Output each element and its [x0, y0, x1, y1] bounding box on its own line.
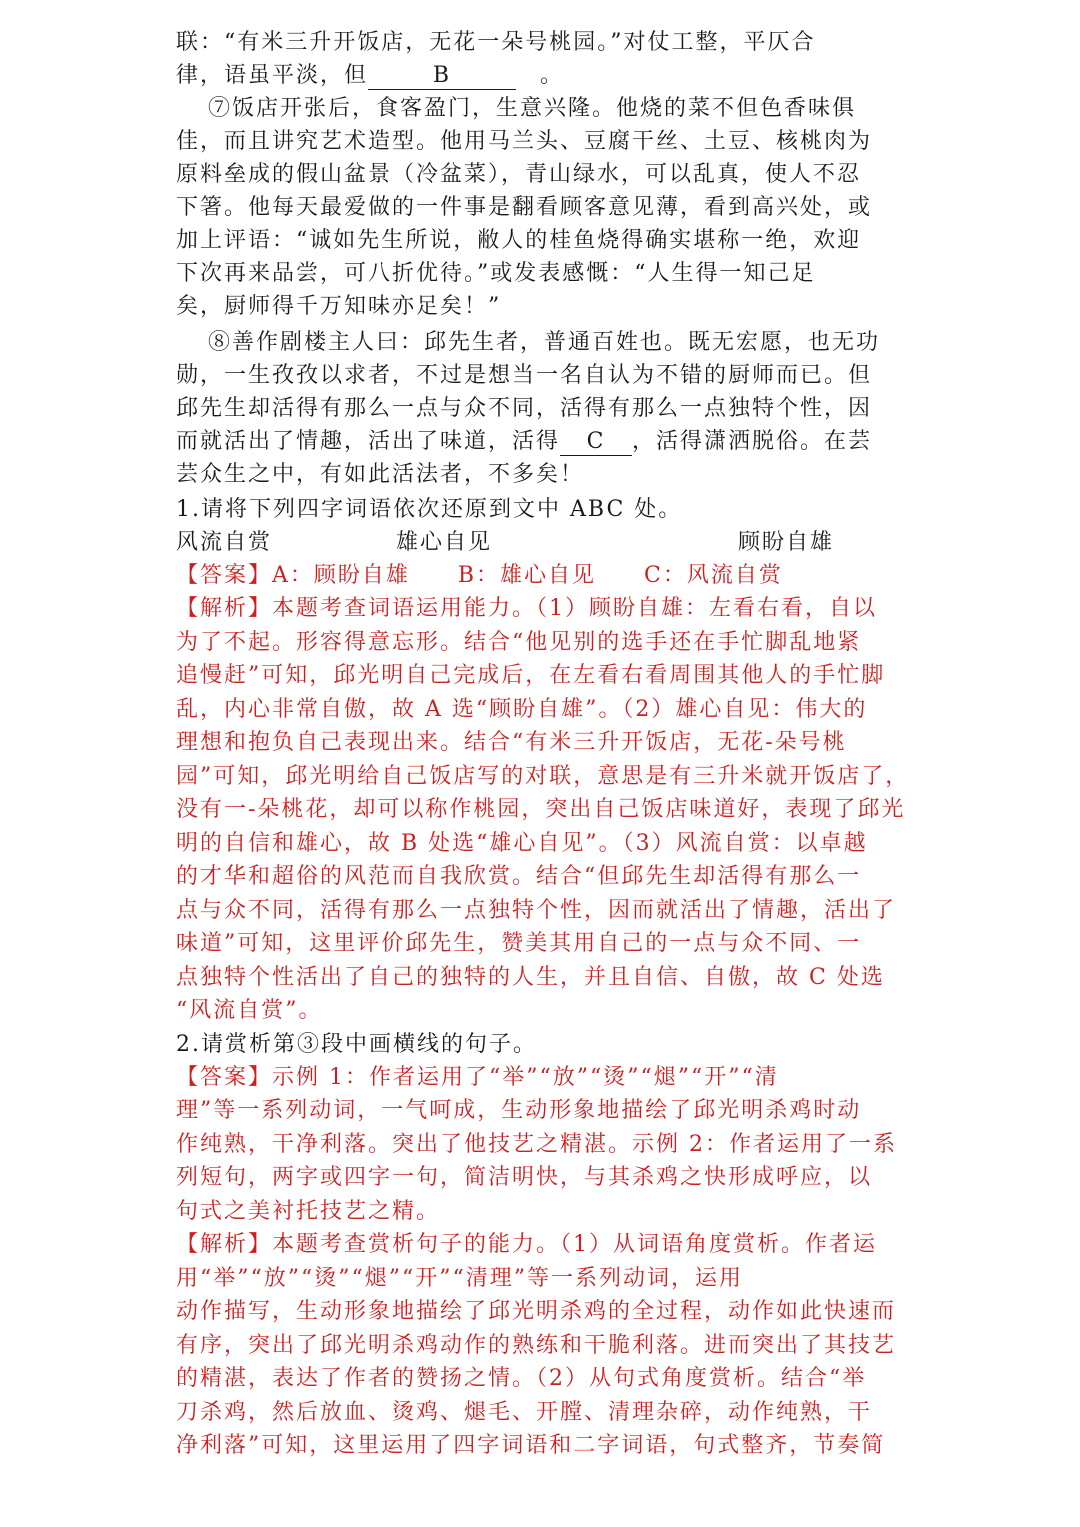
analysis-1-line: 味道”可知，这里评价邱先生，赞美其用自己的一点与众不同、一	[176, 931, 862, 956]
text-segment: ，活得潇洒脱俗。在芸	[632, 429, 873, 454]
text-segment: 而就活出了情趣，活出了味道，活得	[176, 429, 561, 454]
answer-2-line: 作纯熟，干净利落。突出了他技艺之精湛。示例 2：作者运用了一系	[176, 1132, 897, 1157]
answer-2-line: 理”等一系列动词，一气呵成，生动形象地描绘了邱光明杀鸡时动	[176, 1098, 862, 1123]
text-line: 原料垒成的假山盆景（冷盆菜），青山绿水，可以乱真，使人不忍	[176, 162, 862, 187]
analysis-1-line: 明的自信和雄心，故 B 处选“雄心自见”。（3）风流自赏：以卓越	[176, 831, 868, 856]
analysis-1-line: 追慢赶”可知，邱光明自己完成后，在左看右看周围其他人的手忙脚	[176, 663, 886, 688]
text-line: 下箸。他每天最爱做的一件事是翻看顾客意见薄，看到高兴处，或	[176, 195, 873, 220]
text-line: 邱先生却活得有那么一点与众不同，活得有那么一点独特个性，因	[176, 396, 873, 421]
question-2: 2.请赏析第③段中画横线的句子。	[176, 1032, 537, 1057]
text-line: 佳，而且讲究艺术造型。他用马兰头、豆腐干丝、土豆、核桃肉为	[176, 129, 873, 154]
text-line: 加上评语：“诚如先生所说，敝人的桂鱼烧得确实堪称一绝，欢迎	[176, 228, 862, 253]
analysis-2-line: 的精湛，表达了作者的赞扬之情。（2）从句式角度赏析。结合“举	[176, 1366, 867, 1391]
text-line-with-blank-b	[176, 59, 564, 92]
analysis-2-line: 用“举”“放”“烫”“煺”“开”“清理”等一系列动词，运用	[176, 1266, 743, 1291]
answer-2-line: 句式之美衬托技艺之精。	[176, 1199, 441, 1224]
analysis-2-line: 净利落”可知，这里运用了四字词语和二字词语，句式整齐，节奏简	[176, 1433, 886, 1458]
analysis-2-line: 刀杀鸡，然后放血、烫鸡、煺毛、开膛、清理杂碎，动作纯熟，干	[176, 1400, 873, 1425]
blank-b: B	[368, 63, 516, 90]
text-line: 勋，一生孜孜以求者，不过是想当一名自认为不错的厨师而已。但	[176, 363, 873, 388]
text-line: 联：“有米三升开饭店，无花一朵号桃园。”对仗工整，平仄合	[176, 30, 816, 55]
word-option-1: 风流自赏	[176, 530, 273, 555]
answer-2-line: 列短句，两字或四字一句，简洁明快，与其杀鸡之快形成呼应，以	[176, 1165, 873, 1190]
blank-c: C	[560, 429, 632, 456]
text-segment: 律，语虽平淡，但	[176, 63, 369, 88]
analysis-2-line: 【解析】本题考查赏析句子的能力。（1）从词语角度赏析。作者运	[176, 1232, 877, 1257]
text-line: 芸众生之中，有如此活法者，不多矣！	[176, 462, 585, 487]
analysis-1-line: “风流自赏”。	[176, 998, 323, 1023]
text-line: 矣，厨师得千万知味亦足矣！”	[176, 294, 502, 319]
word-option-2: 雄心自见	[396, 530, 493, 555]
analysis-1-line: 点与众不同，活得有那么一点独特个性，因而就活出了情趣，活出了	[176, 898, 897, 923]
text-segment: 。	[516, 63, 565, 88]
text-line-with-blank-c	[176, 425, 872, 458]
analysis-1-line: 乱，内心非常自傲，故 A 选“顾盼自雄”。（2）雄心自见：伟大的	[176, 697, 868, 722]
analysis-1-line: 点独特个性活出了自己的独特的人生，并且自信、自傲，故 C 处选	[176, 965, 885, 990]
analysis-1-line: 园”可知，邱光明给自己饭店写的对联，意思是有三升米就开饭店了，	[176, 764, 910, 789]
answer-2-line: 【答案】示例 1：作者运用了“举”“放”“烫”“煺”“开”“清	[176, 1065, 779, 1090]
paragraph-8-start: ⑧善作剧楼主人曰：邱先生者，普通百姓也。既无宏愿，也无功	[208, 330, 881, 355]
paragraph-7-start: ⑦饭店开张后，食客盈门，生意兴隆。他烧的菜不但色香味俱	[208, 96, 857, 121]
analysis-1-line: 【解析】本题考查词语运用能力。（1）顾盼自雄：左看右看，自以	[176, 596, 877, 621]
answer-1: 【答案】A：顾盼自雄 B：雄心自见 C：风流自赏	[176, 563, 783, 588]
word-option-3: 顾盼自雄	[738, 530, 835, 555]
text-line: 下次再来品尝，可八折优待。”或发表感慨：“人生得一知己足	[176, 261, 816, 286]
analysis-2-line: 动作描写，生动形象地描绘了邱光明杀鸡的全过程，动作如此快速而	[176, 1299, 897, 1324]
analysis-1-line: 的才华和超俗的风范而自我欣赏。结合“但邱先生却活得有那么一	[176, 864, 862, 889]
analysis-2-line: 有序，突出了邱光明杀鸡动作的熟练和干脆利落。进而突出了其技艺	[176, 1333, 897, 1358]
analysis-1-line: 为了不起。形容得意忘形。结合“他见别的选手还在手忙脚乱地紧	[176, 630, 862, 655]
analysis-1-line: 理想和抱负自己表现出来。结合“有米三升开饭店，无花-朵号桃	[176, 730, 847, 755]
question-1: 1.请将下列四字词语依次还原到文中 ABC 处。	[176, 497, 683, 522]
analysis-1-line: 没有一-朵桃花，却可以称作桃园，突出自己饭店味道好，表现了邱光	[176, 797, 906, 822]
